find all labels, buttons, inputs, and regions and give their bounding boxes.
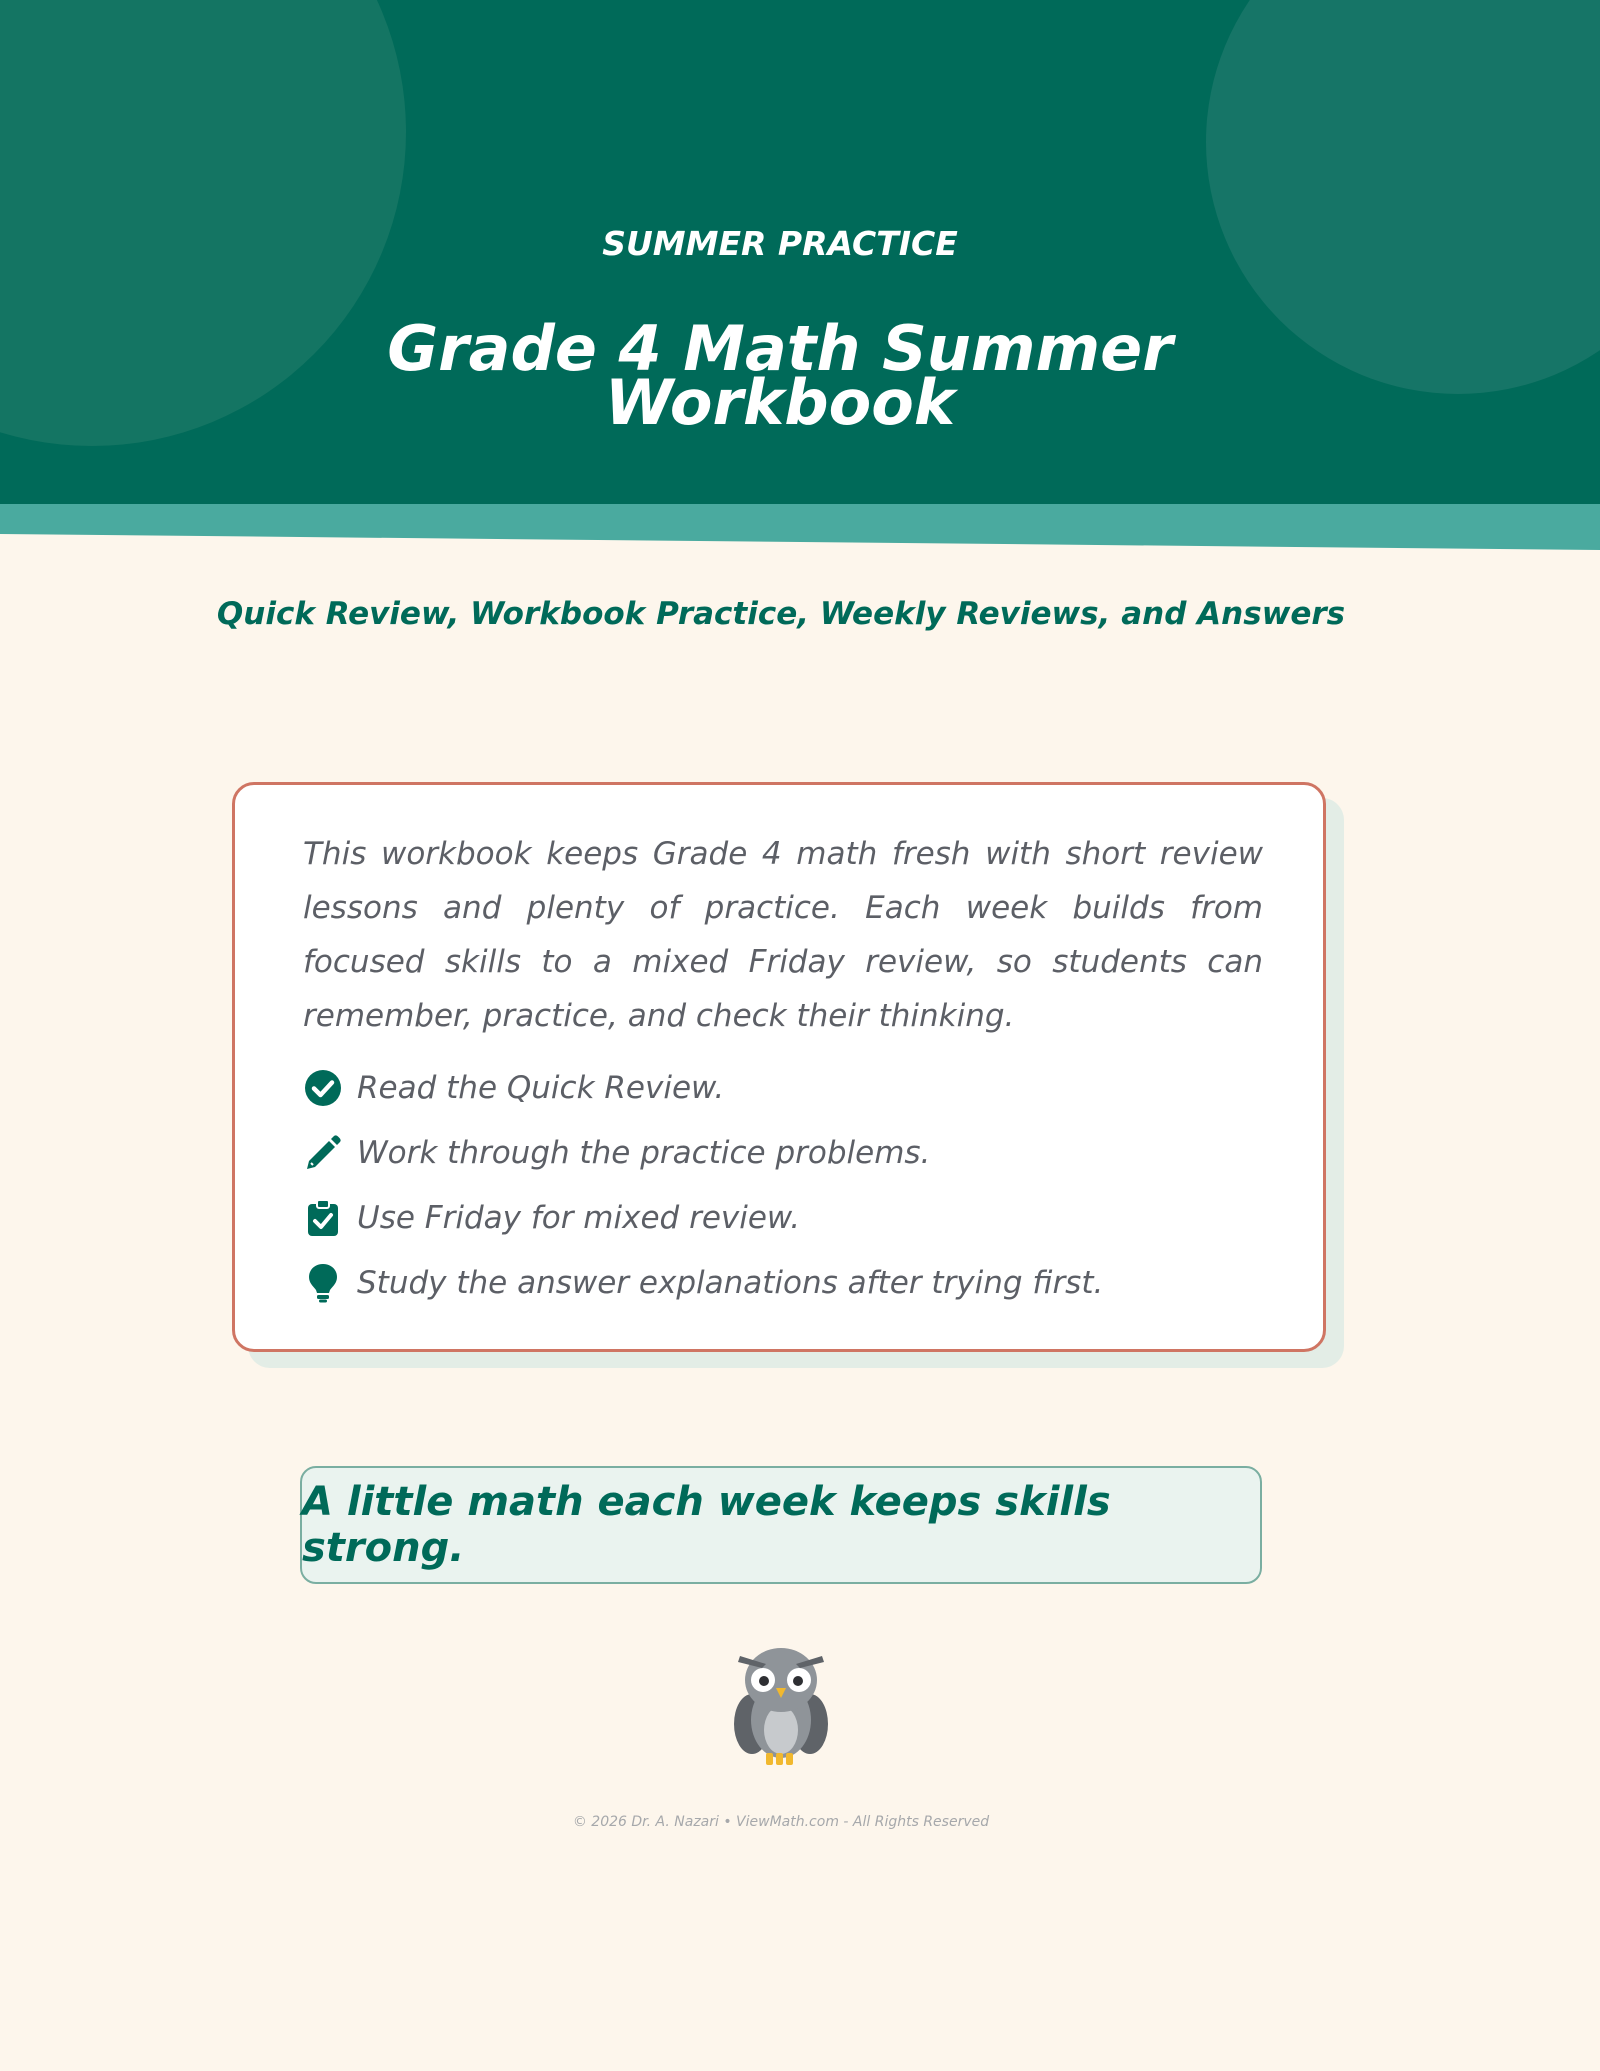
check-circle-icon <box>303 1068 343 1108</box>
header-accent-band <box>0 0 1600 560</box>
header-eyebrow: SUMMER PRACTICE <box>602 224 958 263</box>
tip-text: Use Friday for mixed review. <box>357 1199 801 1236</box>
tips-list <box>303 1055 1263 1315</box>
footer-copyright: © 2026 Dr. A. Nazari • ViewMath.com - All Rights Reserved <box>572 1814 990 1830</box>
tip-item <box>303 1120 1263 1185</box>
motto-text: A little math each week keeps skills strong. <box>302 1479 1111 1571</box>
tip-text: Read the Quick Review. <box>357 1069 725 1106</box>
lightbulb-icon <box>303 1263 343 1303</box>
owl-mascot <box>726 1640 836 1770</box>
tip-item <box>303 1055 1263 1120</box>
tip-text: Study the answer explanations after trying first. <box>357 1264 1104 1301</box>
intro-card <box>232 782 1326 1352</box>
page-title: Grade 4 Math Summer Workbook <box>387 312 1173 439</box>
tip-item <box>303 1250 1263 1315</box>
motto-callout <box>300 1466 1262 1584</box>
tip-text: Work through the practice problems. <box>357 1134 931 1171</box>
clipboard-check-icon <box>303 1198 343 1238</box>
tip-item <box>303 1185 1263 1250</box>
intro-paragraph: This workbook keeps Grade 4 math fresh with short review lessons and plenty of practice. Each week builds from focused skills to a mixed Friday review, so students can remember, practice, and check their thinking. <box>303 836 1263 1034</box>
page-subtitle: Quick Review, Workbook Practice, Weekly Reviews, and Answers <box>216 596 1346 632</box>
pencil-icon <box>303 1133 343 1173</box>
